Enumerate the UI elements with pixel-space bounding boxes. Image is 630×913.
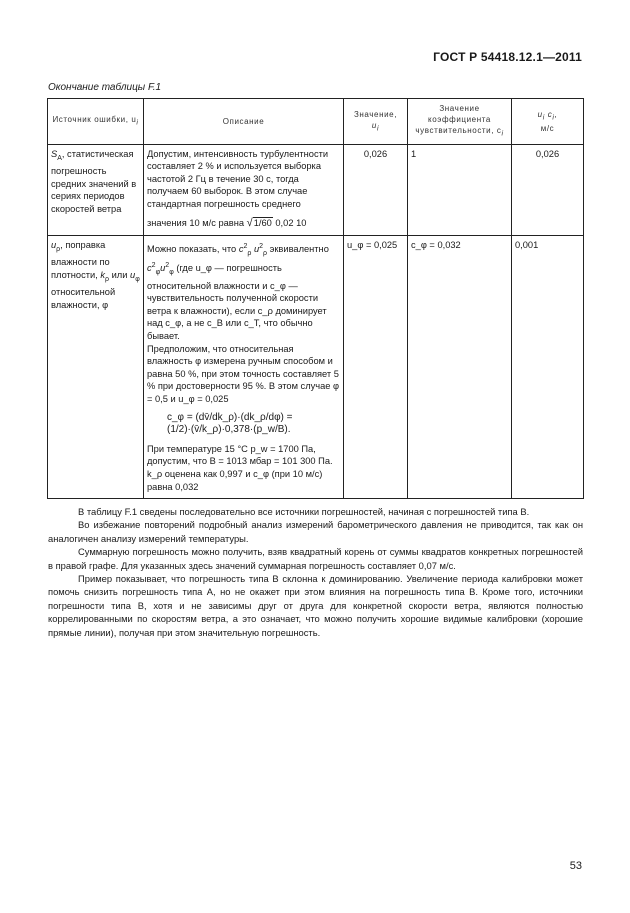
- row2-source: $u_\rho$, поправка влажности по плотности, $k_\rho$ или $u_\varphi$ относительной влажности, φ: [48, 235, 144, 498]
- row1-source: $S_A$, статистическая погрешность средних значений в сериях периодов скоростей ветра: [48, 144, 144, 235]
- header-source: Источник ошибки, $u_i$: [48, 99, 144, 145]
- table-row: [48, 144, 584, 235]
- standard-designation: ГОСТ Р 54418.12.1—2011: [433, 50, 582, 64]
- table-caption: Окончание таблицы F.1: [48, 82, 162, 93]
- paragraph: Суммарную погрешность можно получить, взяв квадратный корень от суммы квадратов конкретных погрешностей в правой графе. Для указанных здесь значений суммарная погрешность составляет 0,07 м/с.: [48, 546, 583, 571]
- humidity-formula: c_φ = (dv̄/dk_ρ)·(dk_ρ/dφ) = (1/2)·(v̄/k_ρ)·0,378·(p_w/B).: [167, 411, 293, 436]
- paragraph: Во избежание повторений подробный анализ измерений барометрического давления не приводится, так как он аналогичен анализу измерений температуры.: [48, 519, 583, 544]
- paragraph: В таблицу F.1 сведены последовательно все источники погрешностей, начиная с погрешностей типа В.: [78, 506, 530, 517]
- table-row: [48, 235, 584, 498]
- header-value: Значение, $u_i$: [344, 99, 408, 145]
- header-coefficient: Значение коэффициента чувствительности, $c_i$: [408, 99, 512, 145]
- header-product: $u_i$ $c_i$, м/с: [512, 99, 584, 145]
- table-header-row: [48, 99, 584, 145]
- row1-description: Допустим, интенсивность турбулентности составляет 2 % и используется выборка частотой 2 Гц в течение 30 с, тогда получаем 60 выборок. В этом случае стандартная погрешность среднего значения 10 м/с равна √1/60 0,02 10: [144, 144, 344, 235]
- body-text: [48, 505, 583, 639]
- paragraph: Пример показывает, что погрешность типа В склонна к доминированию. Увеличение периода калибровки может помочь снизить погрешность типа А, но не окажет при этом влияния на погрешность типа В. Кроме того, источники погрешности типа В, хотя и не зависимы друг от друга для конкретной скорости ветра, являются полностью коррелированными по скоростям ветра, а это означает, что можно получить хорошие видимые калибровки (хорошие прямые линии), получая при этом значительную погрешность.: [48, 573, 583, 638]
- row2-description: Можно показать, что $c^2_\rho$ $u^2_\rho$ эквивалентно $c^2_\varphi u^2_\varphi$ (где u_φ — погрешность относительной влажности и c_φ — чувствительность полученной скорости ветра к влажности), если c_ρ доминирует над c_φ, а не c_B или c_T, что обычно бывает. Предположим, что относительная влажность φ измерена ручным способом и равна 50 %, при этом точность составляет 5 % при достоверности 95 %. В этом случае φ = 0,5 и u_φ = 0,025 c_φ = (dv̄/dk_ρ)·(dk_ρ/dφ) = (1/2)·(v̄/k_ρ)·0,378·(p_w/B). При температуре 15 °C p_w = 1700 Па, допустим, что B = 1013 мбар = 101 300 Па. k_ρ оценена как 0,997 и c_φ (при 10 м/с) равна 0,032: [144, 235, 344, 498]
- row1-value: 0,026: [344, 144, 408, 235]
- row1-product: 0,026: [512, 144, 584, 235]
- header-description: Описание: [144, 99, 344, 145]
- row2-coefficient: c_φ = 0,032: [408, 235, 512, 498]
- page-number: 53: [569, 860, 582, 872]
- uncertainty-table: [47, 98, 584, 499]
- row2-value: u_φ = 0,025: [344, 235, 408, 498]
- row1-coefficient: 1: [408, 144, 512, 235]
- row2-product: 0,001: [512, 235, 584, 498]
